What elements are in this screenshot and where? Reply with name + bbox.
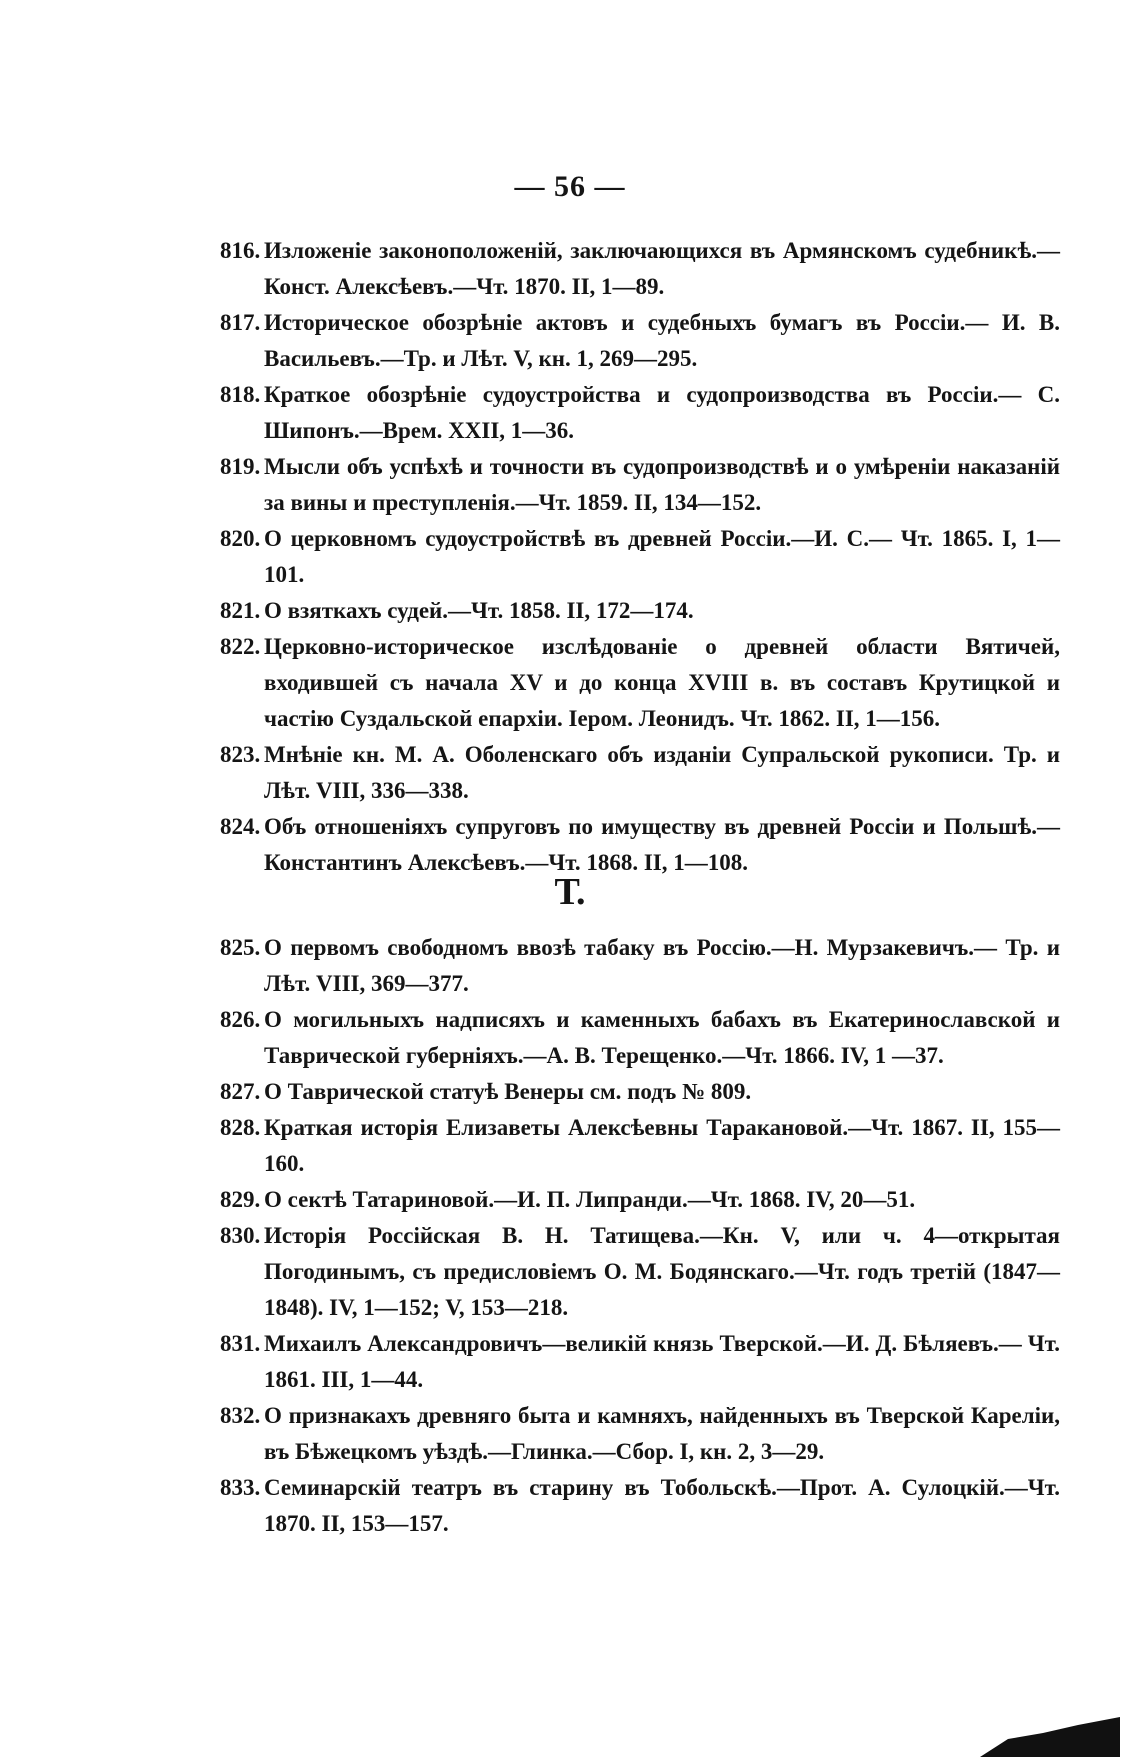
list-item bbox=[220, 629, 1060, 737]
entry-number: 825. bbox=[220, 935, 261, 960]
entry-text: Семинарскій театръ въ старину въ Тобольскѣ.—Прот. А. Сулоцкій.—Чт. 1870. II, 153—157. bbox=[264, 1475, 1060, 1536]
scan-artifact bbox=[980, 1717, 1120, 1757]
entry-number: 831. bbox=[220, 1331, 261, 1356]
list-item bbox=[220, 737, 1060, 809]
list-item bbox=[220, 593, 1060, 629]
entry-number: 828. bbox=[220, 1115, 261, 1140]
entry-text: Объ отношеніяхъ супруговъ по имуществу въ древней Россіи и Польшѣ.—Константинъ Алексѣевъ.—Чт. 1868. II, 1—108. bbox=[264, 814, 1060, 875]
entry-number: 826. bbox=[220, 1007, 261, 1032]
entry-number: 832. bbox=[220, 1403, 261, 1428]
entry-number: 818. bbox=[220, 382, 261, 407]
entry-number: 823. bbox=[220, 742, 261, 767]
entry-text: Мнѣніе кн. М. А. Оболенскаго объ изданіи Супральской рукописи. Тр. и Лѣт. VIII, 336—338. bbox=[264, 742, 1060, 803]
list-item bbox=[220, 930, 1060, 1002]
entry-number: 833. bbox=[220, 1475, 261, 1500]
list-item bbox=[220, 233, 1060, 305]
entry-text: О церковномъ судоустройствѣ въ древней Россіи.—И. С.— Чт. 1865. I, 1—101. bbox=[264, 526, 1060, 587]
entry-text: Михаилъ Александровичъ—великій князь Тверской.—И. Д. Бѣляевъ.— Чт. 1861. III, 1—44. bbox=[264, 1331, 1060, 1392]
entry-text: О первомъ свободномъ ввозѣ табаку въ Россію.—Н. Мурзакевичъ.— Тр. и Лѣт. VIII, 369—377. bbox=[264, 935, 1060, 996]
list-item bbox=[220, 1074, 1060, 1110]
entry-number: 824. bbox=[220, 814, 261, 839]
entry-text: Краткое обозрѣніе судоустройства и судопроизводства въ Россіи.— С. Шипонъ.—Врем. XXII, 1—36. bbox=[264, 382, 1060, 443]
page-number: — 56 — bbox=[514, 170, 626, 203]
entry-text: Историческое обозрѣніе актовъ и судебныхъ бумагъ въ Россіи.— И. В. Васильевъ.—Тр. и Лѣт. V, кн. 1, 269—295. bbox=[264, 310, 1060, 371]
entry-number: 822. bbox=[220, 634, 261, 659]
entry-list-after bbox=[220, 930, 1060, 1542]
entry-text: О признакахъ древняго быта и камняхъ, найденныхъ въ Тверской Кареліи, въ Бѣжецкомъ уѣздѣ.—Глинка.—Сбор. I, кн. 2, 3—29. bbox=[264, 1403, 1060, 1464]
list-item bbox=[220, 1110, 1060, 1182]
entry-text: О Таврической статуѣ Венеры см. подъ № 809. bbox=[264, 1079, 752, 1104]
entry-number: 819. bbox=[220, 454, 261, 479]
list-item bbox=[220, 305, 1060, 377]
list-item bbox=[220, 377, 1060, 449]
entry-text: Краткая исторія Елизаветы Алексѣевны Таракановой.—Чт. 1867. II, 155—160. bbox=[264, 1115, 1060, 1176]
list-item bbox=[220, 449, 1060, 521]
entry-text: Исторія Россійская В. Н. Татищева.—Кн. V, или ч. 4—открытая Погодинымъ, съ предисловіемъ О. М. Бодянскаго.—Чт. годъ третій (1847—1848). IV, 1—152; V, 153—218. bbox=[264, 1223, 1060, 1320]
entry-number: 821. bbox=[220, 598, 261, 623]
list-item bbox=[220, 1182, 1060, 1218]
entry-list-before bbox=[220, 233, 1060, 881]
list-item bbox=[220, 1326, 1060, 1398]
entry-number: 830. bbox=[220, 1223, 261, 1248]
list-item bbox=[220, 1218, 1060, 1326]
list-item bbox=[220, 521, 1060, 593]
entry-text: О могильныхъ надписяхъ и каменныхъ бабахъ въ Екатеринославской и Таврической губерніяхъ.—А. В. Терещенко.—Чт. 1866. IV, 1 —37. bbox=[264, 1007, 1060, 1068]
entry-text: Церковно-историческое изслѣдованіе о древней области Вятичей, входившей съ начала XV и до конца XVIII в. въ составъ Крутицкой и частію Суздальской епархіи. Іером. Леонидъ. Чт. 1862. II, 1—156. bbox=[264, 634, 1060, 731]
list-item bbox=[220, 1470, 1060, 1542]
list-item bbox=[220, 1398, 1060, 1470]
entry-text: Изложеніе законоположеній, заключающихся въ Армянскомъ судебникѣ.—Конст. Алексѣевъ.—Чт. 1870. II, 1—89. bbox=[264, 238, 1060, 299]
entry-number: 816. bbox=[220, 238, 261, 263]
entry-number: 820. bbox=[220, 526, 261, 551]
list-item bbox=[220, 1002, 1060, 1074]
entry-text: О взяткахъ судей.—Чт. 1858. II, 172—174. bbox=[264, 598, 694, 623]
entry-text: О сектѣ Татариновой.—И. П. Липранди.—Чт. 1868. IV, 20—51. bbox=[264, 1187, 916, 1212]
entry-number: 827. bbox=[220, 1079, 261, 1104]
section-heading: Т. bbox=[554, 871, 586, 913]
entry-number: 829. bbox=[220, 1187, 261, 1212]
entry-text: Мысли объ успѣхѣ и точности въ судопроизводствѣ и о умѣреніи наказаній за вины и преступленія.—Чт. 1859. II, 134—152. bbox=[264, 454, 1060, 515]
entry-number: 817. bbox=[220, 310, 261, 335]
